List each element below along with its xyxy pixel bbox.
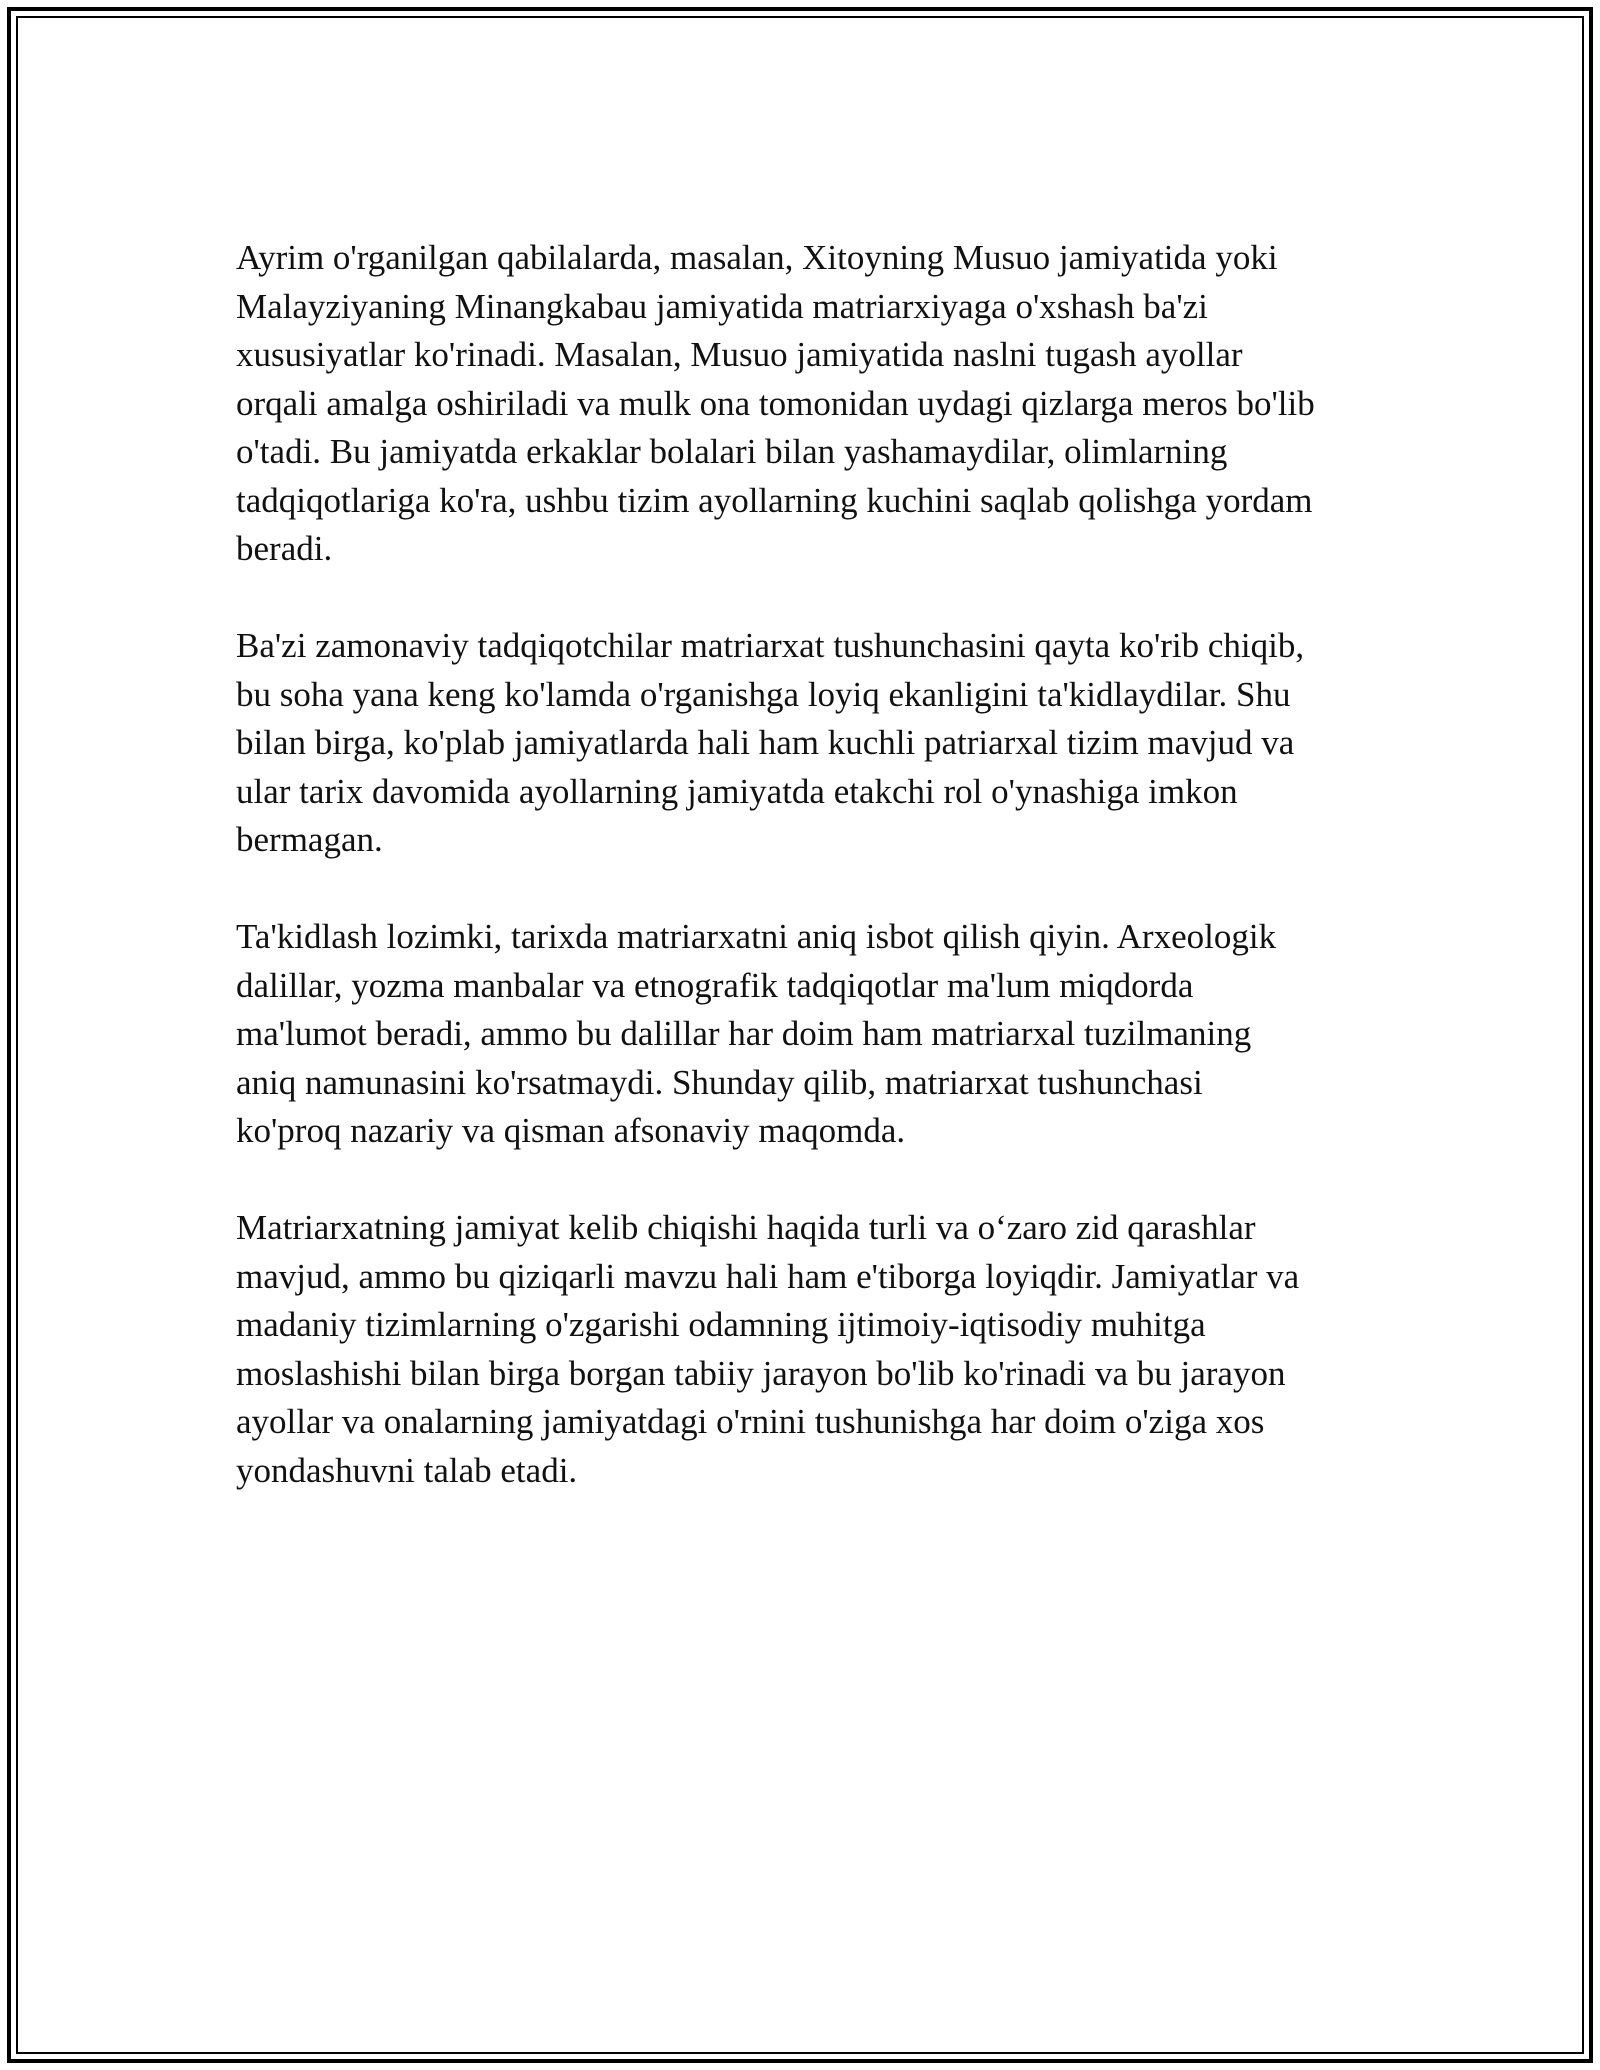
text-line: tadqiqotlariga ko'ra, ushbu tizim ayollarning kuchini saqlab qolishga yordam (236, 480, 1313, 520)
text-line: orqali amalga oshiriladi va mulk ona tomonidan uydagi qizlarga meros bo'lib (236, 383, 1315, 423)
text-line: xususiyatlar ko'rinadi. Masalan, Musuo jamiyatida naslni tugash ayollar (236, 335, 1243, 374)
text-line: Ba'zi zamonaviy tadqiqotchilar matriarxat tushunchasini qayta ko'rib chiqib, (236, 626, 1305, 665)
text-line: Ayrim o'rganilgan qabilalarda, masalan, Xitoyning Musuo jamiyatida yoki (236, 238, 1278, 277)
text-line: ayollar va onalarning jamiyatdagi o'rnini tushunishga har doim o'ziga xos (236, 1402, 1265, 1441)
text-line: ma'lumot beradi, ammo bu dalillar har doim ham matriarxal tuzilmaning (236, 1014, 1252, 1053)
text-line: Ta'kidlash lozimki, tarixda matriarxatni aniq isbot qilish qiyin. Arxeologik (236, 917, 1277, 956)
text-line: dalillar, yozma manbalar va etnografik tadqiqotlar ma'lum miqdorda (236, 965, 1194, 1005)
document-body (236, 234, 1376, 1544)
paragraph-1 (236, 234, 1376, 574)
text-line: yondashuvni talab etadi. (236, 1450, 578, 1490)
text-line: aniq namunasini ko'rsatmaydi. Shunday qilib, matriarxat tushunchasi (236, 1062, 1203, 1102)
text-line: bilan birga, ko'plab jamiyatlarda hali ham kuchli patriarxal tizim mavjud va (236, 723, 1295, 762)
text-line: Malayziyaning Minangkabau jamiyatida matriarxiyaga o'xshash ba'zi (236, 286, 1208, 326)
text-line: beradi. (236, 529, 333, 568)
text-line: bermagan. (236, 820, 383, 859)
text-line: Matriarxatning jamiyat kelib chiqishi haqida turli va o‘zaro zid qarashlar (236, 1208, 1256, 1247)
text-line: ko'proq nazariy va qisman afsonaviy maqomda. (236, 1111, 906, 1150)
text-line: mavjud, ammo bu qiziqarli mavzu hali ham e'tiborga loyiqdir. Jamiyatlar va (236, 1256, 1300, 1296)
paragraph-2 (236, 622, 1376, 865)
paragraph-4 (236, 1204, 1376, 1495)
paragraph-3 (236, 913, 1376, 1156)
text-line: moslashishi bilan birga borgan tabiiy jarayon bo'lib ko'rinadi va bu jarayon (236, 1353, 1286, 1393)
text-line: bu soha yana keng ko'lamda o'rganishga loyiq ekanligini ta'kidlaydilar. Shu (236, 674, 1291, 714)
text-line: o'tadi. Bu jamiyatda erkaklar bolalari bilan yashamaydilar, olimlarning (236, 432, 1228, 471)
text-line: ular tarix davomida ayollarning jamiyatda etakchi rol o'ynashiga imkon (236, 771, 1238, 811)
text-line: madaniy tizimlarning o'zgarishi odamning ijtimoiy-iqtisodiy muhitga (236, 1305, 1206, 1344)
